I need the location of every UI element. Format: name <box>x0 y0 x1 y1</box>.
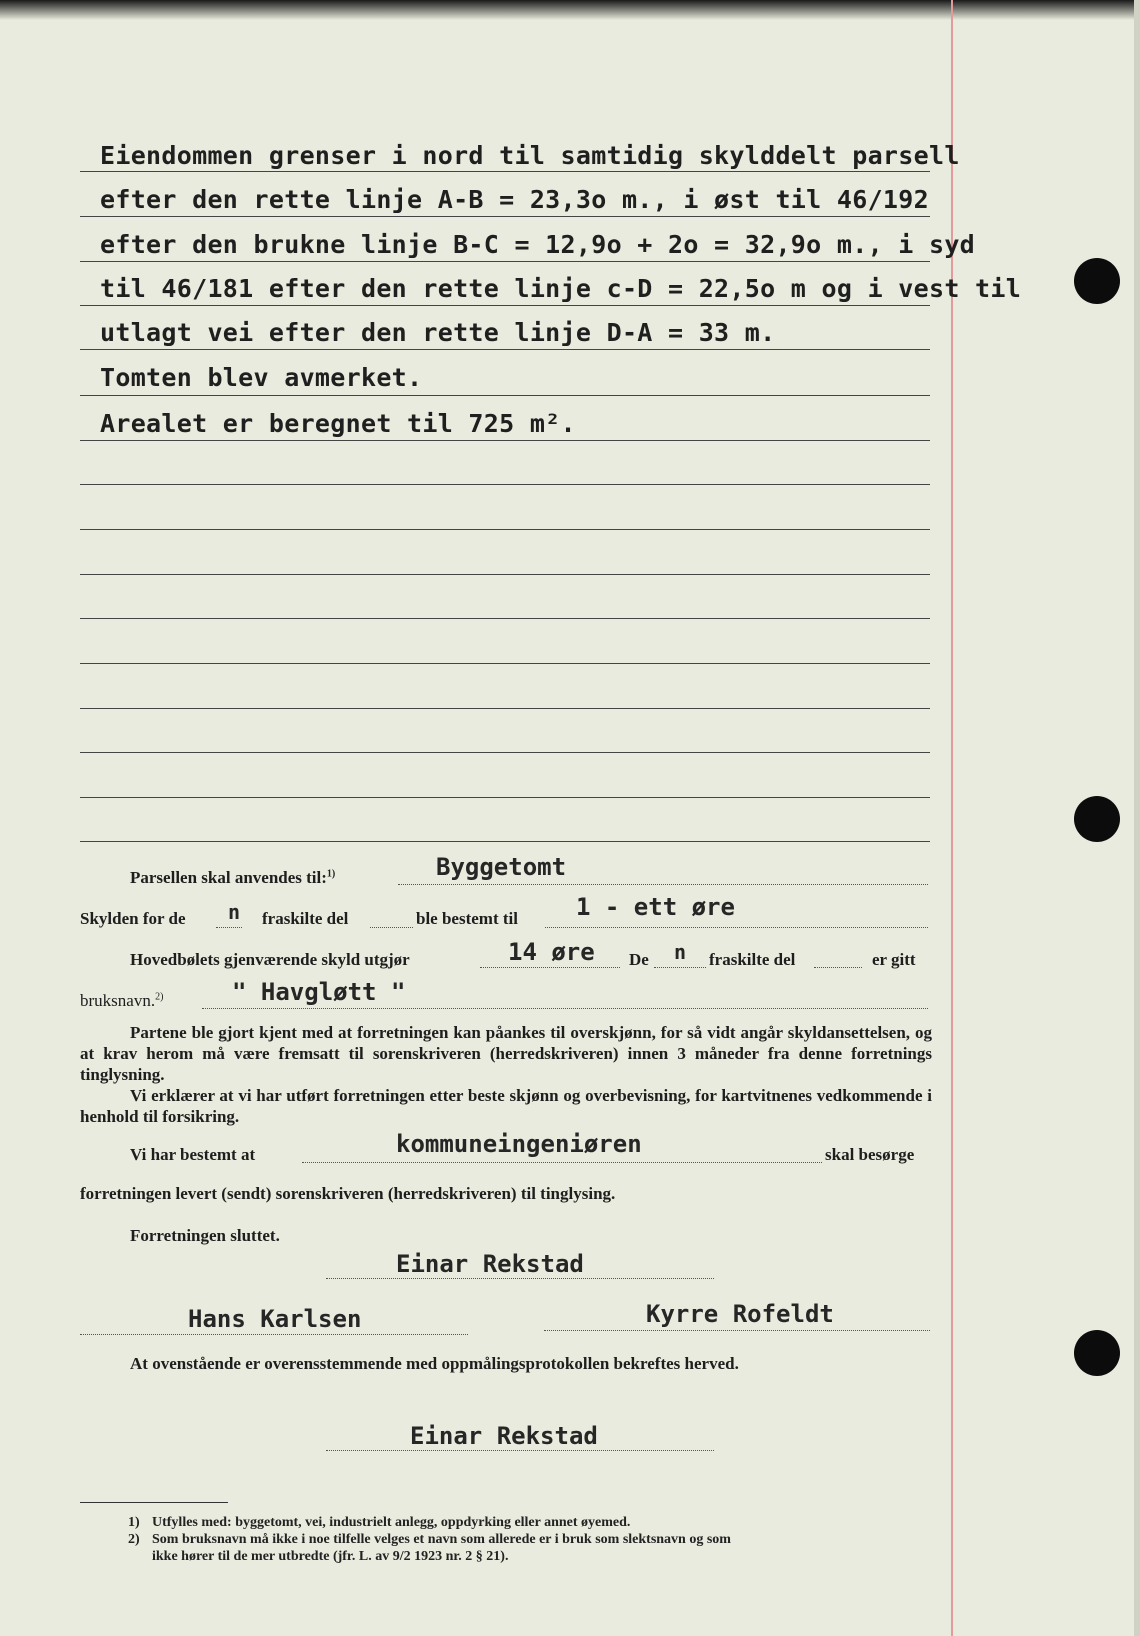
punch-hole-icon <box>1074 1330 1120 1376</box>
use-value: Byggetomt <box>436 853 567 881</box>
fraskilte-label: fraskilte del <box>709 950 796 969</box>
dotted-leader <box>814 967 862 968</box>
dotted-leader <box>545 927 928 928</box>
dotted-leader <box>216 927 242 928</box>
ruled-line <box>80 261 930 262</box>
scan-top-edge <box>0 0 1140 20</box>
typed-line: Arealet er beregnet til 725 m². <box>100 409 576 438</box>
signature-bottom: Einar Rekstad <box>410 1422 598 1450</box>
footnote-text: Som bruksnavn må ikke i noe tilfelle velges et navn som allerede er i bruk som slektsnavn og som <box>152 1532 731 1547</box>
skyld-label: Skylden for de <box>80 909 186 928</box>
ruled-line <box>80 708 930 709</box>
signature-line <box>326 1450 714 1451</box>
typed-line: Tomten blev avmerket. <box>100 363 423 392</box>
de-label: De <box>629 950 649 969</box>
ruled-line <box>80 797 930 798</box>
bruks-value: " Havgløtt " <box>232 978 406 1006</box>
signature-left: Hans Karlsen <box>188 1305 362 1333</box>
ruled-line <box>80 529 930 530</box>
ruled-line <box>80 752 930 753</box>
ruled-line <box>80 395 930 396</box>
ruled-line <box>80 841 930 842</box>
ruled-line <box>80 440 930 441</box>
ruled-line <box>80 171 930 172</box>
dotted-leader <box>398 884 928 885</box>
use-label: Parsellen skal anvendes til:$^{1)}$ <box>130 868 336 887</box>
ruled-line <box>80 663 930 664</box>
ruled-line <box>80 305 930 306</box>
typed-line: utlagt vei efter den rette linje D-A = 33 m. <box>100 318 776 347</box>
typed-line: til 46/181 efter den rette linje c-D = 22,5o m og i vest til <box>100 274 1022 303</box>
besorge-label: skal besørge <box>825 1145 915 1164</box>
ruled-line <box>80 618 930 619</box>
signature-line <box>80 1334 468 1335</box>
footnote-rule <box>80 1502 228 1503</box>
dotted-leader <box>480 967 620 968</box>
footnote-mark: 2) <box>128 1532 140 1547</box>
ruled-line <box>80 484 930 485</box>
punch-hole-icon <box>1074 258 1120 304</box>
footnote-mark: 1) <box>128 1515 140 1530</box>
appeal-paragraph: Partene ble gjort kjent med at forretningen kan påankes til overskjønn, for så vidt angår skyldansettelsen, og at krav herom må være fremsatt til sorenskriveren (herredskriveren) innen 3 måneder fra denne forretnings tinglysning. <box>80 1023 932 1084</box>
footnote-text: Utfylles med: byggetomt, vei, industrielt anlegg, oppdyrking eller annet øyemed. <box>152 1515 631 1530</box>
de-n: n <box>674 940 687 964</box>
dotted-leader <box>302 1162 822 1163</box>
signature-line <box>544 1330 930 1331</box>
skyld-value: 1 - ett øre <box>576 893 735 921</box>
signature-top: Einar Rekstad <box>396 1250 584 1278</box>
levert-line: forretningen levert (sendt) sorenskriveren (herredskriveren) til tinglysing. <box>80 1184 616 1203</box>
dotted-leader <box>202 1008 928 1009</box>
ruled-line <box>80 574 930 575</box>
skyld-n: n <box>228 900 241 924</box>
ruled-line <box>80 216 930 217</box>
punch-hole-icon <box>1074 796 1120 842</box>
skyld-bestemt-label: ble bestemt til <box>416 909 518 928</box>
signature-right: Kyrre Rofeldt <box>646 1300 834 1328</box>
footnote-text: ikke hører til de mer utbredte (jfr. L. av 9/2 1923 nr. 2 § 21). <box>152 1549 509 1564</box>
bestemt-value: kommuneingeniøren <box>396 1130 642 1158</box>
sluttet-line: Forretningen sluttet. <box>130 1226 280 1245</box>
typed-line: efter den rette linje A-B = 23,3o m., i øst til 46/192 <box>100 185 929 214</box>
skyld-fraskilte-label: fraskilte del <box>262 909 349 928</box>
typed-line: efter den brukne linje B-C = 12,9o + 2o = 32,9o m., i syd <box>100 230 976 259</box>
hoved-value: 14 øre <box>508 938 595 966</box>
signature-line <box>326 1278 714 1279</box>
bruks-label: bruksnavn.$^{2)}$ <box>80 991 164 1010</box>
hoved-label: Hovedbølets gjenværende skyld utgjør <box>130 950 410 969</box>
bestemt-label: Vi har bestemt at <box>130 1145 256 1164</box>
scan-right-edge <box>1134 0 1140 1636</box>
typed-line: Eiendommen grenser i nord til samtidig skylddelt parsell <box>100 141 960 170</box>
dotted-leader <box>370 927 413 928</box>
ruled-line <box>80 349 930 350</box>
dotted-leader <box>654 967 706 968</box>
declaration-paragraph: Vi erklærer at vi har utført forretningen etter beste skjønn og overbevisning, for kartvitnenes vedkommende i henhold til forsikring. <box>80 1086 932 1126</box>
confirm-line: At ovenstående er overensstemmende med oppmålingsprotokollen bekreftes herved. <box>130 1354 739 1373</box>
gitt-label: er gitt <box>872 950 916 969</box>
